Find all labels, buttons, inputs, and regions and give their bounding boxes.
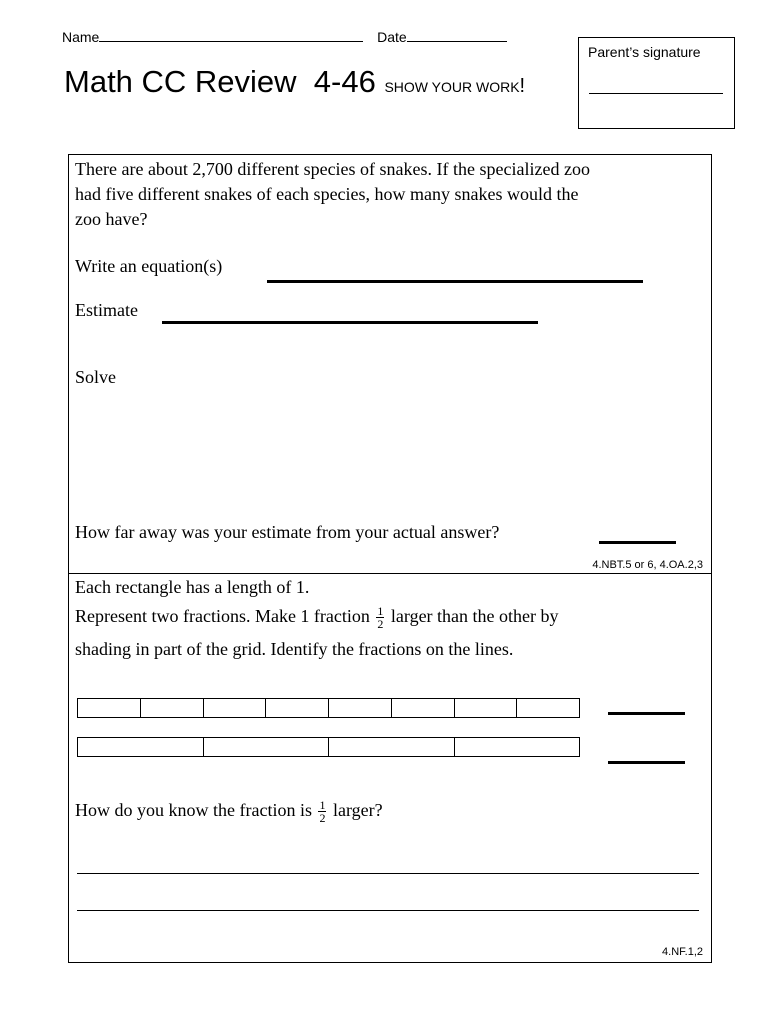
explanation-line-1[interactable] [77, 873, 699, 874]
fraction-denominator: 2 [377, 617, 384, 632]
problem2-question-start: How do you know the fraction is [75, 800, 317, 820]
title-text: Math CC Review 4-46 [64, 64, 376, 99]
equation-label: Write an equation(s) [75, 256, 223, 276]
name-label: Name [62, 29, 100, 45]
date-field[interactable] [407, 29, 507, 42]
page-title [64, 64, 525, 100]
problem1-text [75, 157, 590, 232]
estimate-difference-question: How far away was your estimate from your actual answer? [75, 522, 500, 542]
problem1-line1: There are about 2,700 different species of snakes. If the specialized zoo [75, 159, 590, 179]
date-label: Date [377, 29, 407, 45]
estimate-difference-line[interactable] [599, 541, 676, 544]
show-your-work-note: SHOW YOUR WORK [384, 79, 520, 95]
equation-answer-line[interactable] [267, 280, 643, 283]
estimate-answer-line[interactable] [162, 321, 538, 324]
grid-cell[interactable] [329, 699, 392, 717]
fraction-numerator: 1 [377, 604, 384, 619]
signature-label: Parent’s signature [588, 44, 701, 60]
grid-cell[interactable] [266, 699, 329, 717]
problem2-question [75, 795, 383, 825]
half-fraction-question [318, 799, 326, 824]
half-fraction [376, 605, 384, 630]
grid-cell[interactable] [78, 738, 204, 756]
fraction-denominator: 2 [319, 811, 326, 826]
signature-line[interactable] [589, 93, 723, 94]
grid-cell[interactable] [141, 699, 204, 717]
grid-cell[interactable] [455, 699, 518, 717]
fraction-numerator: 1 [319, 798, 326, 813]
problem1-line3: zoo have? [75, 209, 148, 229]
problem2-standard: 4.NF.1,2 [662, 946, 703, 958]
problem2-line2-start: Represent two fractions. Make 1 fraction [75, 606, 375, 626]
fourths-grid[interactable] [77, 737, 580, 757]
fraction-answer-line-2[interactable] [608, 761, 685, 764]
grid-cell[interactable] [455, 738, 580, 756]
grid-cell[interactable] [78, 699, 141, 717]
problem2-line2 [75, 601, 559, 631]
grid-cell[interactable] [392, 699, 455, 717]
problem2-line3: shading in part of the grid. Identify the fractions on the lines. [75, 639, 514, 659]
grid-cell[interactable] [204, 699, 267, 717]
problems-box [68, 154, 712, 963]
grid-cell[interactable] [517, 699, 579, 717]
estimate-label: Estimate [75, 300, 138, 320]
problem-divider [69, 573, 711, 574]
eighths-grid[interactable] [77, 698, 580, 718]
solve-label: Solve [75, 367, 117, 387]
grid-cell[interactable] [329, 738, 455, 756]
grid-cell[interactable] [204, 738, 330, 756]
name-date-line [62, 29, 507, 45]
problem2-question-end: larger? [328, 800, 383, 820]
problem2-line1: Each rectangle has a length of 1. [75, 577, 310, 597]
explanation-line-2[interactable] [77, 910, 699, 911]
show-work-exclamation: ! [519, 75, 526, 97]
problem2-line2-end: larger than the other by [386, 606, 559, 626]
problem1-standard: 4.NBT.5 or 6, 4.OA.2,3 [592, 559, 703, 571]
fraction-answer-line-1[interactable] [608, 712, 685, 715]
parent-signature-box [578, 37, 735, 129]
problem1-line2: had five different snakes of each species, how many snakes would the [75, 184, 579, 204]
solve-work-area[interactable] [75, 395, 705, 515]
name-field[interactable] [99, 29, 363, 42]
